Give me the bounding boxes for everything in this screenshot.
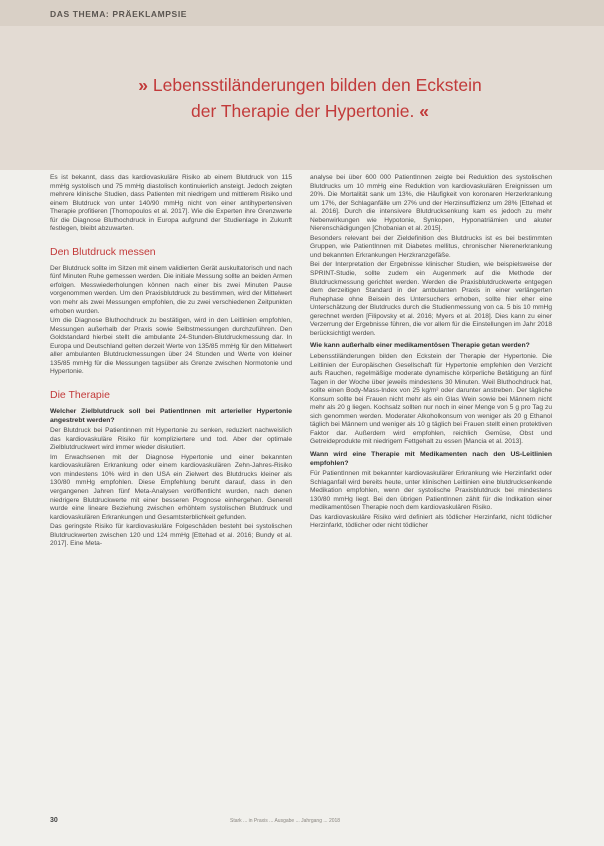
paragraph: Das geringste Risiko für kardiovaskuläre Folgeschäden besteht bei systolischen Blutdruckwerten zwischen 120 und 124 mmHg [Ettehad et al. 2016; Bundy et al. 2017]. Eine Meta- bbox=[50, 523, 292, 548]
paragraph: Der Blutdruck bei Patientinnen mit Hypertonie zu senken, reduziert nachweislich das kardiovaskuläre Risiko für kompliziertere und tod. Aber der optimale Zielblutdruckwert wird immer wieder diskutiert. bbox=[50, 427, 292, 452]
paragraph: Um die Diagnose Bluthochdruck zu bestätigen, wird in den Leitlinien empfohlen, Messungen außerhalb der Praxis sowie Selbstmessungen durchzuführen. Den Goldstandard hierbei stellt die ambulante 24-Stunden-Blutdruckmessung dar. In Europa und Deutschland gelten derzeit Werte von 135/85 mmHg für den Mittelwert aller ambulanten Blutdruckmessungen über 24 Stunden und Werte von kleiner 135/85 mmHg für die Messungen tagsüber als Grenze zwischen Normotonie und Hypertonie. bbox=[50, 317, 292, 376]
page-number: 30 bbox=[50, 817, 58, 824]
paragraph: Bei der Interpretation der Ergebnisse klinischer Studien, wie beispielsweise der SPRINT-Studie, sollte zudem ein Augenmerk auf die Methode der Blutdruckmessung gerichtet werden. Werden die Praxisblutdruckwerte entgegen dem derzeitigen Standard in der ambulanten Praxis in einer verlängerten Ruhephase ohne Beisein des Untersuchers erhoben, sollte hier eher eine Unterschätzung der Blutdrucks durch die Studienmessung von ca. 5 bis 10 mmHg gerechnet werden [Filipovsky et al. 2016; Myers et al. 2018]. Dies kann zu einer Verzerrung der Ergebnisse führen, die vor allem für die Einstellungen im Jahr 2018 berücksichtigt werden. bbox=[310, 261, 552, 337]
quote-line-1: Lebensstiländerungen bilden den Eckstein bbox=[152, 75, 482, 95]
section-header-bar bbox=[0, 0, 604, 26]
footer-reference: Stark ... in Praxis ... Ausgabe ... Jahrgang ... 2018 bbox=[230, 818, 341, 824]
section-heading-therapy: Die Therapie bbox=[50, 388, 110, 401]
paragraph: Für PatientInnen mit bekannter kardiovaskulärer Erkrankung wie Herzinfarkt oder Schlaganfall wird bereits heute, unter klinischen Leitlinien eine blutdrucksenkende Medikation empfohlen, wenn der systolische Praxisblutdruck bei mindestens 130/80 mmHg liegt. Bei den übrigen PatientInnen zählt für die Indikation einer medikamentösen Therapie noch dem kardiovaskulären Risiko. bbox=[310, 470, 552, 512]
paragraph: Im Erwachsenen mit der Diagnose Hypertonie und einer bekannten kardiovaskulären Erkrankung oder einem kardiovaskulären Zehn-Jahres-Risiko von mindestens 10% wird in den USA ein Zielwert des Blutdrucks kleiner als 130/80 mmHg empfohlen. Diese Empfehlung beruht darauf, dass in den vergangenen Jahren fünf Meta-Analysen veröffentlicht wurden, nach denen niedrigere Blutdruckwerte mit einer besseren Prognose einhergehen. Generell wurde eine lineare Beziehung zwischen erhöhtem systolischen Blutdruck und kardiovaskulären Erkrankungen und Gesamtsterblichkeit gefunden. bbox=[50, 453, 292, 521]
question-heading: Wie kann außerhalb einer medikamentösen Therapie getan werden? bbox=[310, 342, 530, 350]
paragraph: Der Blutdruck sollte im Sitzen mit einem validierten Gerät auskultatorisch und nach fünf Minuten Ruhe gemessen werden. Die initiale Messung sollte an beiden Armen erfolgen. Messwiederholungen können nach einer bis zwei Minuten Pause vorgenommen werden. Um den Praxisblutdruck zu bestimmen, wird der Mittelwert von mehr als zwei Messungen empfohlen, die zu zwei verschiedenen Zeitpunkten erhoben wurden. bbox=[50, 264, 292, 315]
paragraph: Das kardiovaskuläre Risiko wird definiert als tödlicher Herzinfarkt, nicht tödlicher Herzinfarkt, tödlicher oder nicht tödlicher bbox=[310, 513, 552, 530]
paragraph: Lebensstiländerungen bilden den Eckstein der Therapie der Hypertonie. Die Leitlinien der Europäischen Gesellschaft für Hypertonie empfehlen den Verzicht aufs Rauchen, regelmäßige moderate dynamische körperliche Betätigung an fünf Tagen in der Woche über jeweils mindestens 30 Minuten. Weil Bluthochdruck hat, sollte einen Body-Mass-Index von 25 kg/m² oder darunter anstreben. Der tägliche Konsum sollte bei Frauen nicht mehr als ein Glas Wein sowie bei Männern nicht mehr als 20 g liegen. Kochsalz sollten nur noch in einer Menge von 5 g pro Tag zu sich genommen werden. Moderater Alkoholkonsum von weniger als 20 g Ethanol täglich bei Männern und weniger als 10 g täglich bei Frauen stellt einen protektiven Faktor dar. Außerdem wird empfohlen, reichlich Gemüse, Obst und Getreideprodukte mit niedrigem Fettgehalt zu essen [Mancia et al. 2013]. bbox=[310, 352, 552, 446]
quote-open-mark: » bbox=[138, 75, 148, 95]
pull-quote bbox=[70, 72, 550, 124]
section-label: DAS THEMA: PRÄEKLAMPSIE bbox=[50, 9, 188, 19]
section-heading-measure: Den Blutdruck messen bbox=[50, 245, 156, 258]
right-column bbox=[310, 174, 552, 532]
paragraph: analyse bei über 600 000 PatientInnen zeigte bei Reduktion des systolischen Blutdrucks um 10 mmHg eine Reduktion von kardiovaskulären Ereignissen um 20%. Die Mortalität sank um 13%, die Häufigkeit von koronaren Herzerkrankung um 17%, der Schlaganfälle um 27% und der Herzinsuffizienz um 28% [Ettehad et al. 2016]. Durch die intensivere Blutdrucksenkung kam es jedoch zu mehr Nebenwirkungen wie Hypotonie, Synkopen, Hyponatriämien und akuter Nierenschädigungen [Chobanian et al. 2015]. bbox=[310, 174, 552, 233]
paragraph: Besonders relevant bei der Zieldefinition des Blutdrucks ist es bei bestimmten Gruppen, wie PatientInnen mit Diabetes mellitus, chronischer Nierenerkrankung und bekannten Erkrankungen Herzkranzgefäße. bbox=[310, 234, 552, 259]
quote-line-2: der Therapie der Hypertonie. bbox=[190, 101, 415, 121]
left-column bbox=[50, 174, 292, 550]
paragraph: Es ist bekannt, dass das kardiovaskuläre Risiko ab einem Blutdruck von 115 mmHg systolisch und 75 mmHg diastolisch kontinuierlich ansteigt. Jedoch zeigten mehrere klinische Studien, dass Patienten mit niedrigem und mittlerem Risiko und einem Blutdruck von unter 140/90 mmHg nicht von einer antihypertensiven Therapie profitieren [Thomopoulos et al. 2017]. Wie die Experten ihre Grenzwerte für die Diagnose Bluthochdruck in Europa aufgrund der Studienlage in Zukunft festlegen, bleibt abzuwarten. bbox=[50, 174, 292, 233]
quote-close-mark: « bbox=[419, 101, 430, 121]
question-heading: Wann wird eine Therapie mit Medikamenten nach den US-Leitlinien empfohlen? bbox=[310, 451, 552, 467]
question-heading: Welcher Zielblutdruck soll bei PatientInnen mit arterieller Hypertonie angestrebt werden? bbox=[50, 407, 292, 424]
